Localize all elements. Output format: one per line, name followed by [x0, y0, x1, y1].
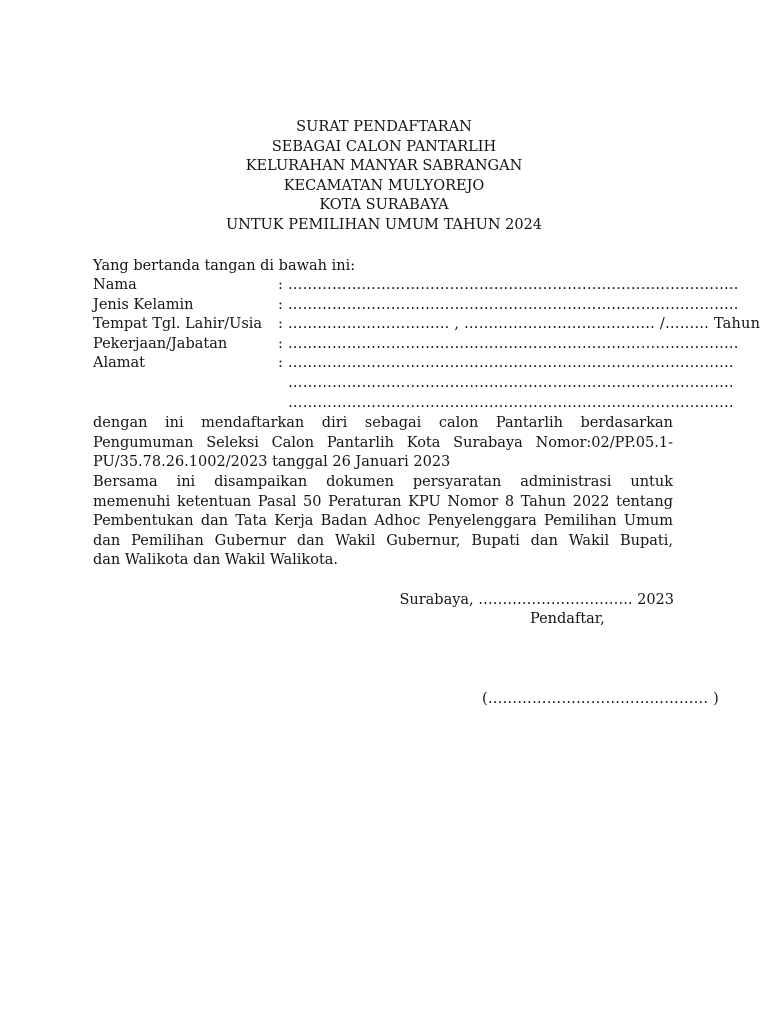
title-line-6: UNTUK PEMILIHAN UMUM TAHUN 2024	[225, 216, 543, 233]
paragraph-2-line-3: Pembentukan dan Tata Kerja Badan Adhoc Penyelenggara Pemilihan Umum	[93, 513, 673, 530]
paragraph-documents	[93, 473, 673, 571]
field-label-nama: Nama	[93, 277, 137, 293]
title-line-2: SEBAGAI CALON PANTARLIH	[271, 138, 497, 155]
signing-place-date: Surabaya, ………………………….. 2023	[399, 592, 674, 608]
document-title	[0, 118, 768, 236]
paragraph-1-line-1: dengan ini mendaftarkan diri sebagai calon Pantarlih berdasarkan	[93, 415, 673, 431]
intro-text: Yang bertanda tangan di bawah ini:	[93, 258, 356, 274]
field-row-alamat	[93, 354, 734, 374]
field-value-jenis-kelamin: : ………………………………………………………………………………..	[278, 296, 739, 313]
field-value-pekerjaan: : ………………………………………………………………………………..	[278, 335, 739, 352]
field-row-alamat-cont-2	[93, 394, 734, 414]
paragraph-2-line-2: memenuhi ketentuan Pasal 50 Peraturan KPU Nomor 8 Tahun 2022 tentang	[93, 493, 673, 510]
field-label-jenis-kelamin: Jenis Kelamin	[93, 296, 194, 313]
field-row-nama	[93, 276, 739, 296]
field-value-alamat-cont-2: ……………………………………………………………………………….	[288, 394, 734, 411]
field-row-pekerjaan	[93, 335, 739, 355]
paragraph-registration	[93, 414, 673, 473]
paragraph-2-line-4: dan Pemilihan Gubernur dan Wakil Gubernur, Bupati dan Wakil Bupati,	[93, 532, 673, 549]
signature-name-line: (……………………………………… )	[482, 691, 720, 707]
title-line-4: KECAMATAN MULYOREJO	[283, 177, 485, 194]
field-row-ttl	[93, 315, 761, 335]
paragraph-1-line-3: PU/35.78.26.1002/2023 tanggal 26 Januari 2023	[93, 454, 451, 471]
paragraph-2-line-1: Bersama ini disampaikan dokumen persyaratan administrasi untuk	[93, 474, 673, 490]
applicant-fields	[93, 276, 761, 413]
title-line-5: KOTA SURABAYA	[319, 197, 449, 214]
field-label-ttl: Tempat Tgl. Lahir/Usia	[93, 316, 263, 333]
field-row-jenis-kelamin	[93, 296, 739, 316]
title-line-1: SURAT PENDAFTARAN	[296, 119, 472, 135]
field-value-ttl: : …………………………… , ………………………………… /……… Tahun	[278, 316, 761, 333]
field-row-alamat-cont-1	[93, 374, 734, 394]
field-label-alamat: Alamat	[93, 355, 145, 372]
signing-role: Pendaftar,	[530, 611, 605, 627]
paragraph-2-line-5: dan Walikota dan Wakil Walikota.	[93, 552, 339, 569]
field-label-pekerjaan: Pekerjaan/Jabatan	[93, 335, 228, 352]
field-value-alamat-cont-1: ……………………………………………………………………………….	[288, 374, 734, 391]
field-value-alamat: : ……………………………………………………………………………….	[278, 355, 734, 372]
field-value-nama: : ………………………………………………………………………………..	[278, 277, 739, 293]
paragraph-1-line-2: Pengumuman Seleksi Calon Pantarlih Kota Surabaya Nomor:02/PP.05.1-	[93, 434, 673, 451]
title-line-3: KELURAHAN MANYAR SABRANGAN	[245, 158, 523, 175]
